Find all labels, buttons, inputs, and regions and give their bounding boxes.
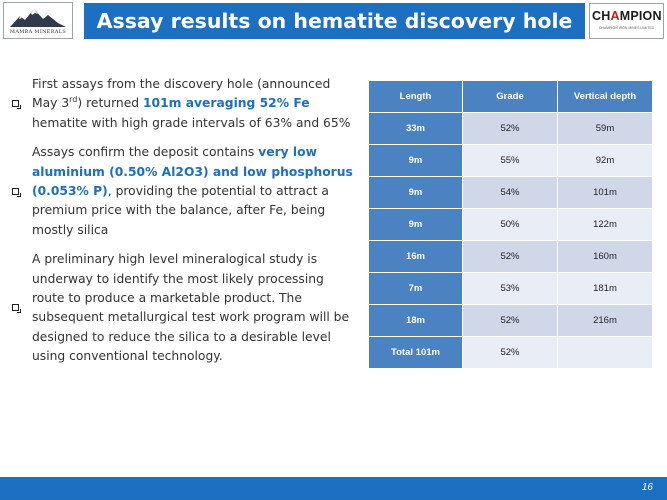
table-header-row [369,81,653,113]
bullet-text: hematite with high grade intervals of 63% and 65% [32,115,351,130]
footer-bar [0,477,667,500]
mamba-minerals-logo [3,2,73,39]
bullet-square-icon [12,100,19,107]
depth-cell: 122m [558,209,653,241]
length-cell: 9m [369,209,463,241]
grade-cell: 52% [463,113,558,145]
page-number: 16 [641,482,653,493]
bullet-text: ) returned [77,96,143,111]
length-cell: 33m [369,113,463,145]
bullet-item [12,250,357,366]
table-row [369,145,653,177]
table-row [369,177,653,209]
table-row [369,305,653,337]
highlight-text: 101m averaging 52% Fe [142,96,310,111]
left-logo-text: MAMBA MINERALS [9,29,67,35]
depth-cell: 181m [558,273,653,305]
column-header: Length [369,81,463,113]
length-cell: 9m [369,177,463,209]
column-header: Grade [463,81,558,113]
grade-cell: 52% [463,241,558,273]
table-row [369,241,653,273]
length-cell: 7m [369,273,463,305]
champion-logo [589,3,664,39]
grade-cell: 53% [463,273,558,305]
length-cell: 9m [369,145,463,177]
bullet-text: rd [69,95,78,105]
table-row [369,209,653,241]
depth-cell: 59m [558,113,653,145]
depth-cell: 160m [558,241,653,273]
bullet-text: A preliminary high level mineralogical study is underway to identify the most likely processing route to produce a marketable product. The subsequent metallurgical test work program will be designed to reduce the silica to a desirable level using conventional technology. [32,252,350,364]
bullet-text: First assays from the discovery hole (announced May 3 [32,77,331,111]
bullet-list [12,75,357,377]
bullet-text: Assays confirm the deposit contains [32,145,259,160]
length-cell: 16m [369,241,463,273]
champion-logo-text [592,9,661,23]
depth-cell [558,337,653,369]
mountain-logo-icon [10,7,66,27]
brand-post: MPION [619,9,662,23]
page-title: Assay results on hematite discovery hole [96,9,573,33]
bullet-text: , providing the potential to attract a premium price with the balance, after Fe, being mostly silica [32,184,329,237]
depth-cell: 92m [558,145,653,177]
depth-cell: 101m [558,177,653,209]
slide-header [0,0,667,43]
depth-cell: 216m [558,305,653,337]
bullet-item [12,143,357,240]
assay-table [368,80,653,369]
grade-cell: 55% [463,145,558,177]
bullet-square-icon [12,188,19,195]
length-cell: Total 101m [369,337,463,369]
grade-cell: 52% [463,337,558,369]
highlight-text: very low aluminium (0.50% Al2O3) and low phosphorus (0.053% P) [32,145,353,199]
grade-cell: 54% [463,177,558,209]
table-row [369,113,653,145]
length-cell: 18m [369,305,463,337]
table-row [369,273,653,305]
grade-cell: 50% [463,209,558,241]
bullet-square-icon [12,304,19,311]
brand-pre: CH [592,9,611,23]
column-header: Vertical depth [558,81,653,113]
bullet-item [12,75,357,133]
brand-accent: A [610,9,620,23]
champion-logo-subtitle: CHAMPION IRON MINES LIMITED [598,26,655,30]
grade-cell: 52% [463,305,558,337]
table-row [369,337,653,369]
title-bar [84,3,585,39]
